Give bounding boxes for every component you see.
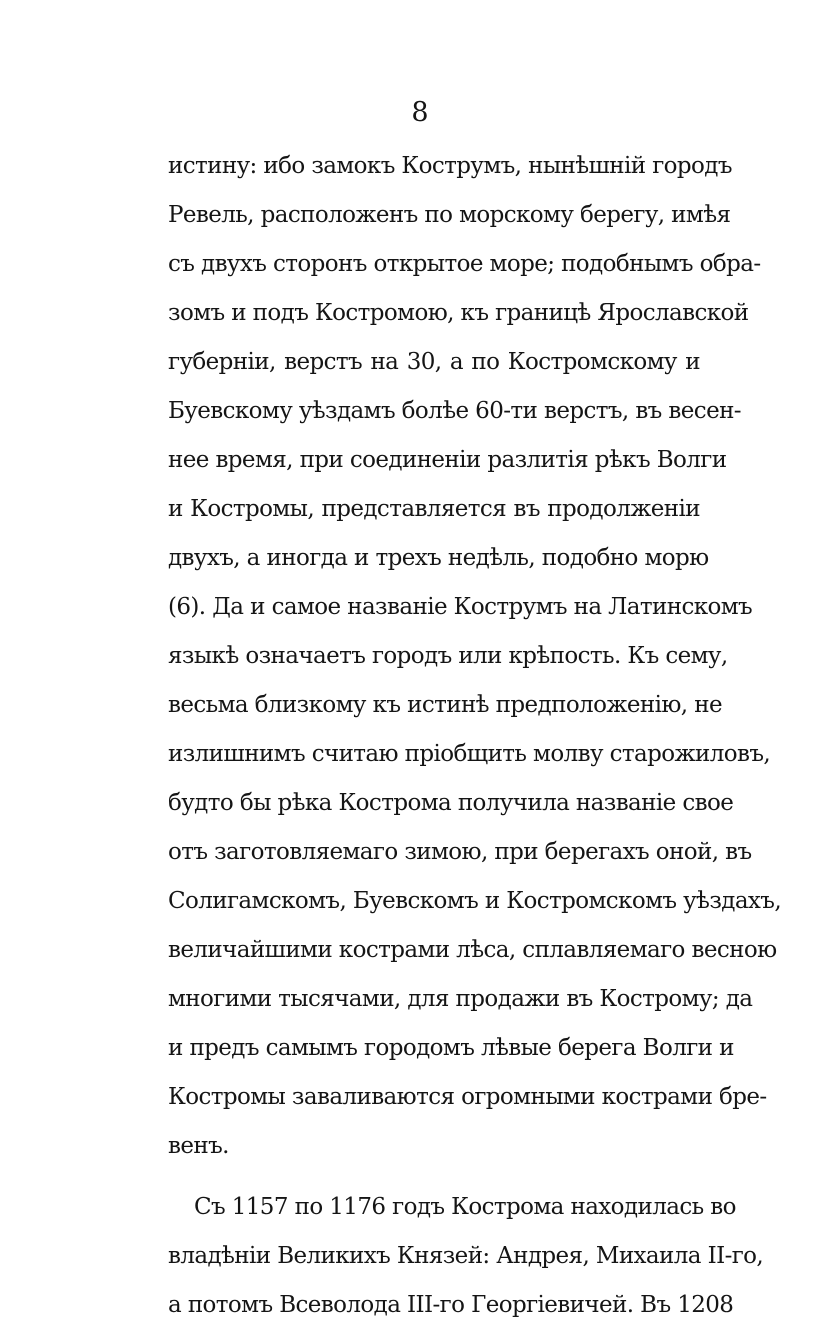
text-line: Костромы заваливаются огромными кострами бре- — [168, 1084, 767, 1110]
text-line: а потомъ Всеволода III-го Георгіевичей. Въ 1208 — [168, 1292, 734, 1318]
text-line: Солигамскомъ, Буевскомъ и Костромскомъ уѣздахъ, — [168, 888, 782, 914]
text-line: нее время, при соединеніи разлитія рѣкъ Волги — [168, 447, 727, 473]
text-line: весьма близкому къ истинѣ предположенію, не — [168, 692, 722, 718]
paragraph-1 — [168, 148, 782, 1177]
text-line: двухъ, а иногда и трехъ недѣль, подобно морю — [168, 545, 709, 571]
text-line: зомъ и подъ Костромою, къ границѣ Ярославской — [168, 300, 749, 326]
page-number: 8 — [411, 97, 429, 128]
text-line: будто бы рѣка Кострома получила названіе свое — [168, 790, 734, 816]
text-line: отъ заготовляемаго зимою, при берегахъ оной, въ — [168, 839, 752, 865]
text-line: венъ. — [168, 1133, 229, 1159]
text-line: владѣніи Великихъ Князей: Андрея, Михаила II-го, — [168, 1243, 764, 1269]
text-line: и предъ самымъ городомъ лѣвые берега Волги и — [168, 1035, 734, 1061]
text-line: Съ 1157 по 1176 годъ Кострома находилась во — [194, 1194, 736, 1220]
text-line: съ двухъ сторонъ открытое море; подобнымъ обра- — [168, 251, 761, 277]
text-line: губерніи, верстъ на 30, а по Костромскому и — [168, 349, 700, 375]
text-line: многими тысячами, для продажи въ Кострому; да — [168, 986, 753, 1012]
text-line: и Костромы, представляется въ продолженіи — [168, 496, 700, 522]
body-text — [168, 148, 782, 1336]
text-line: (6). Да и самое названіе Кострумъ на Латинскомъ — [168, 594, 753, 620]
paragraph-2 — [168, 1189, 764, 1336]
text-line: истину: ибо замокъ Кострумъ, нынѣшній городъ — [168, 153, 732, 179]
text-line: излишнимъ считаю пріобщить молву старожиловъ, — [168, 741, 771, 767]
text-line: величайшими кострами лѣса, сплавляемаго весною — [168, 937, 777, 963]
paragraph-gap — [168, 1177, 700, 1189]
text-line: языкѣ означаетъ городъ или крѣпость. Къ сему, — [168, 643, 728, 669]
text-line: Буевскому уѣздамъ болѣе 60-ти верстъ, въ весен- — [168, 398, 741, 424]
text-line: Ревель, расположенъ по морскому берегу, имѣя — [168, 202, 731, 228]
